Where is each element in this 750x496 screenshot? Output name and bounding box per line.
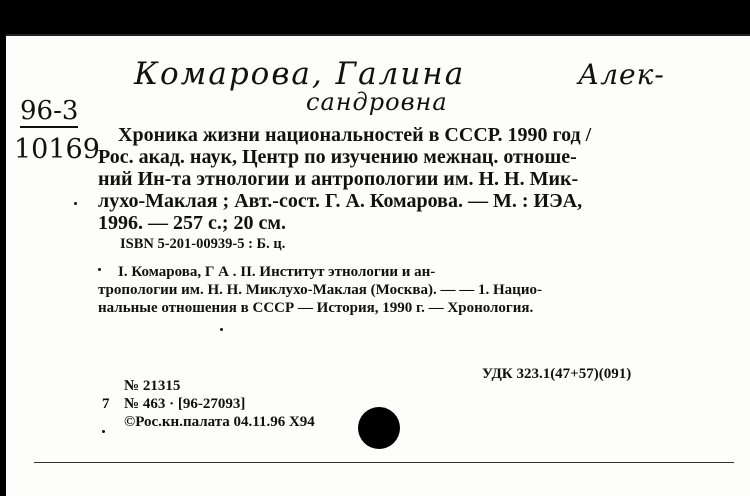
card-punch-hole (358, 407, 400, 449)
copies-count: 7 (102, 396, 110, 412)
catalog-card (6, 34, 750, 496)
heading-line-2: тропологии им. Н. Н. Миклухо-Маклая (Москва). — — 1. Нацио- (98, 282, 542, 298)
heading-line-3: нальные отношения в СССР — История, 1990 г. — Хронология. (98, 300, 534, 316)
speck (74, 202, 77, 205)
record-isbn: ISBN 5-201-00939-5 : Б. ц. (120, 236, 286, 252)
handwritten-shelfmark-1: 96-3 (20, 96, 79, 126)
record-line-2: Рос. акад. наук, Центр по изучению межнац. отноше- (98, 146, 577, 168)
speck (102, 430, 105, 433)
handwritten-author-name: Комарова, Галина (134, 56, 466, 92)
record-line-5: 1996. — 257 с.; 20 см. (98, 212, 287, 234)
card-bottom-rule (34, 462, 734, 463)
udk-code: УДК 323.1(47+57)(091) (482, 366, 632, 382)
record-line-1: Хроника жизни национальностей в СССР. 1990 год / (118, 124, 592, 146)
record-line-4: лухо-Маклая ; Авт.-сост. Г. А. Комарова. — М. : ИЭА, (98, 190, 583, 212)
speck (220, 328, 223, 331)
heading-line-1: I. Комарова, Г А . II. Институт этнологии и ан- (118, 264, 436, 280)
speck (98, 268, 101, 271)
order-number: № 463 · [96-27093] (124, 396, 246, 412)
handwritten-shelfmark-2: 10169 (14, 134, 100, 165)
handwritten-patronymic-start: Алек- (578, 58, 665, 91)
handwritten-patronymic-end: сандровна (306, 88, 448, 116)
record-line-3: ний Ин-та этнологии и антропологии им. Н. Н. Мик- (98, 168, 579, 190)
record-number: № 21315 (124, 378, 181, 394)
publisher-stamp: ©Рос.кн.палата 04.11.96 Х94 (124, 414, 315, 430)
